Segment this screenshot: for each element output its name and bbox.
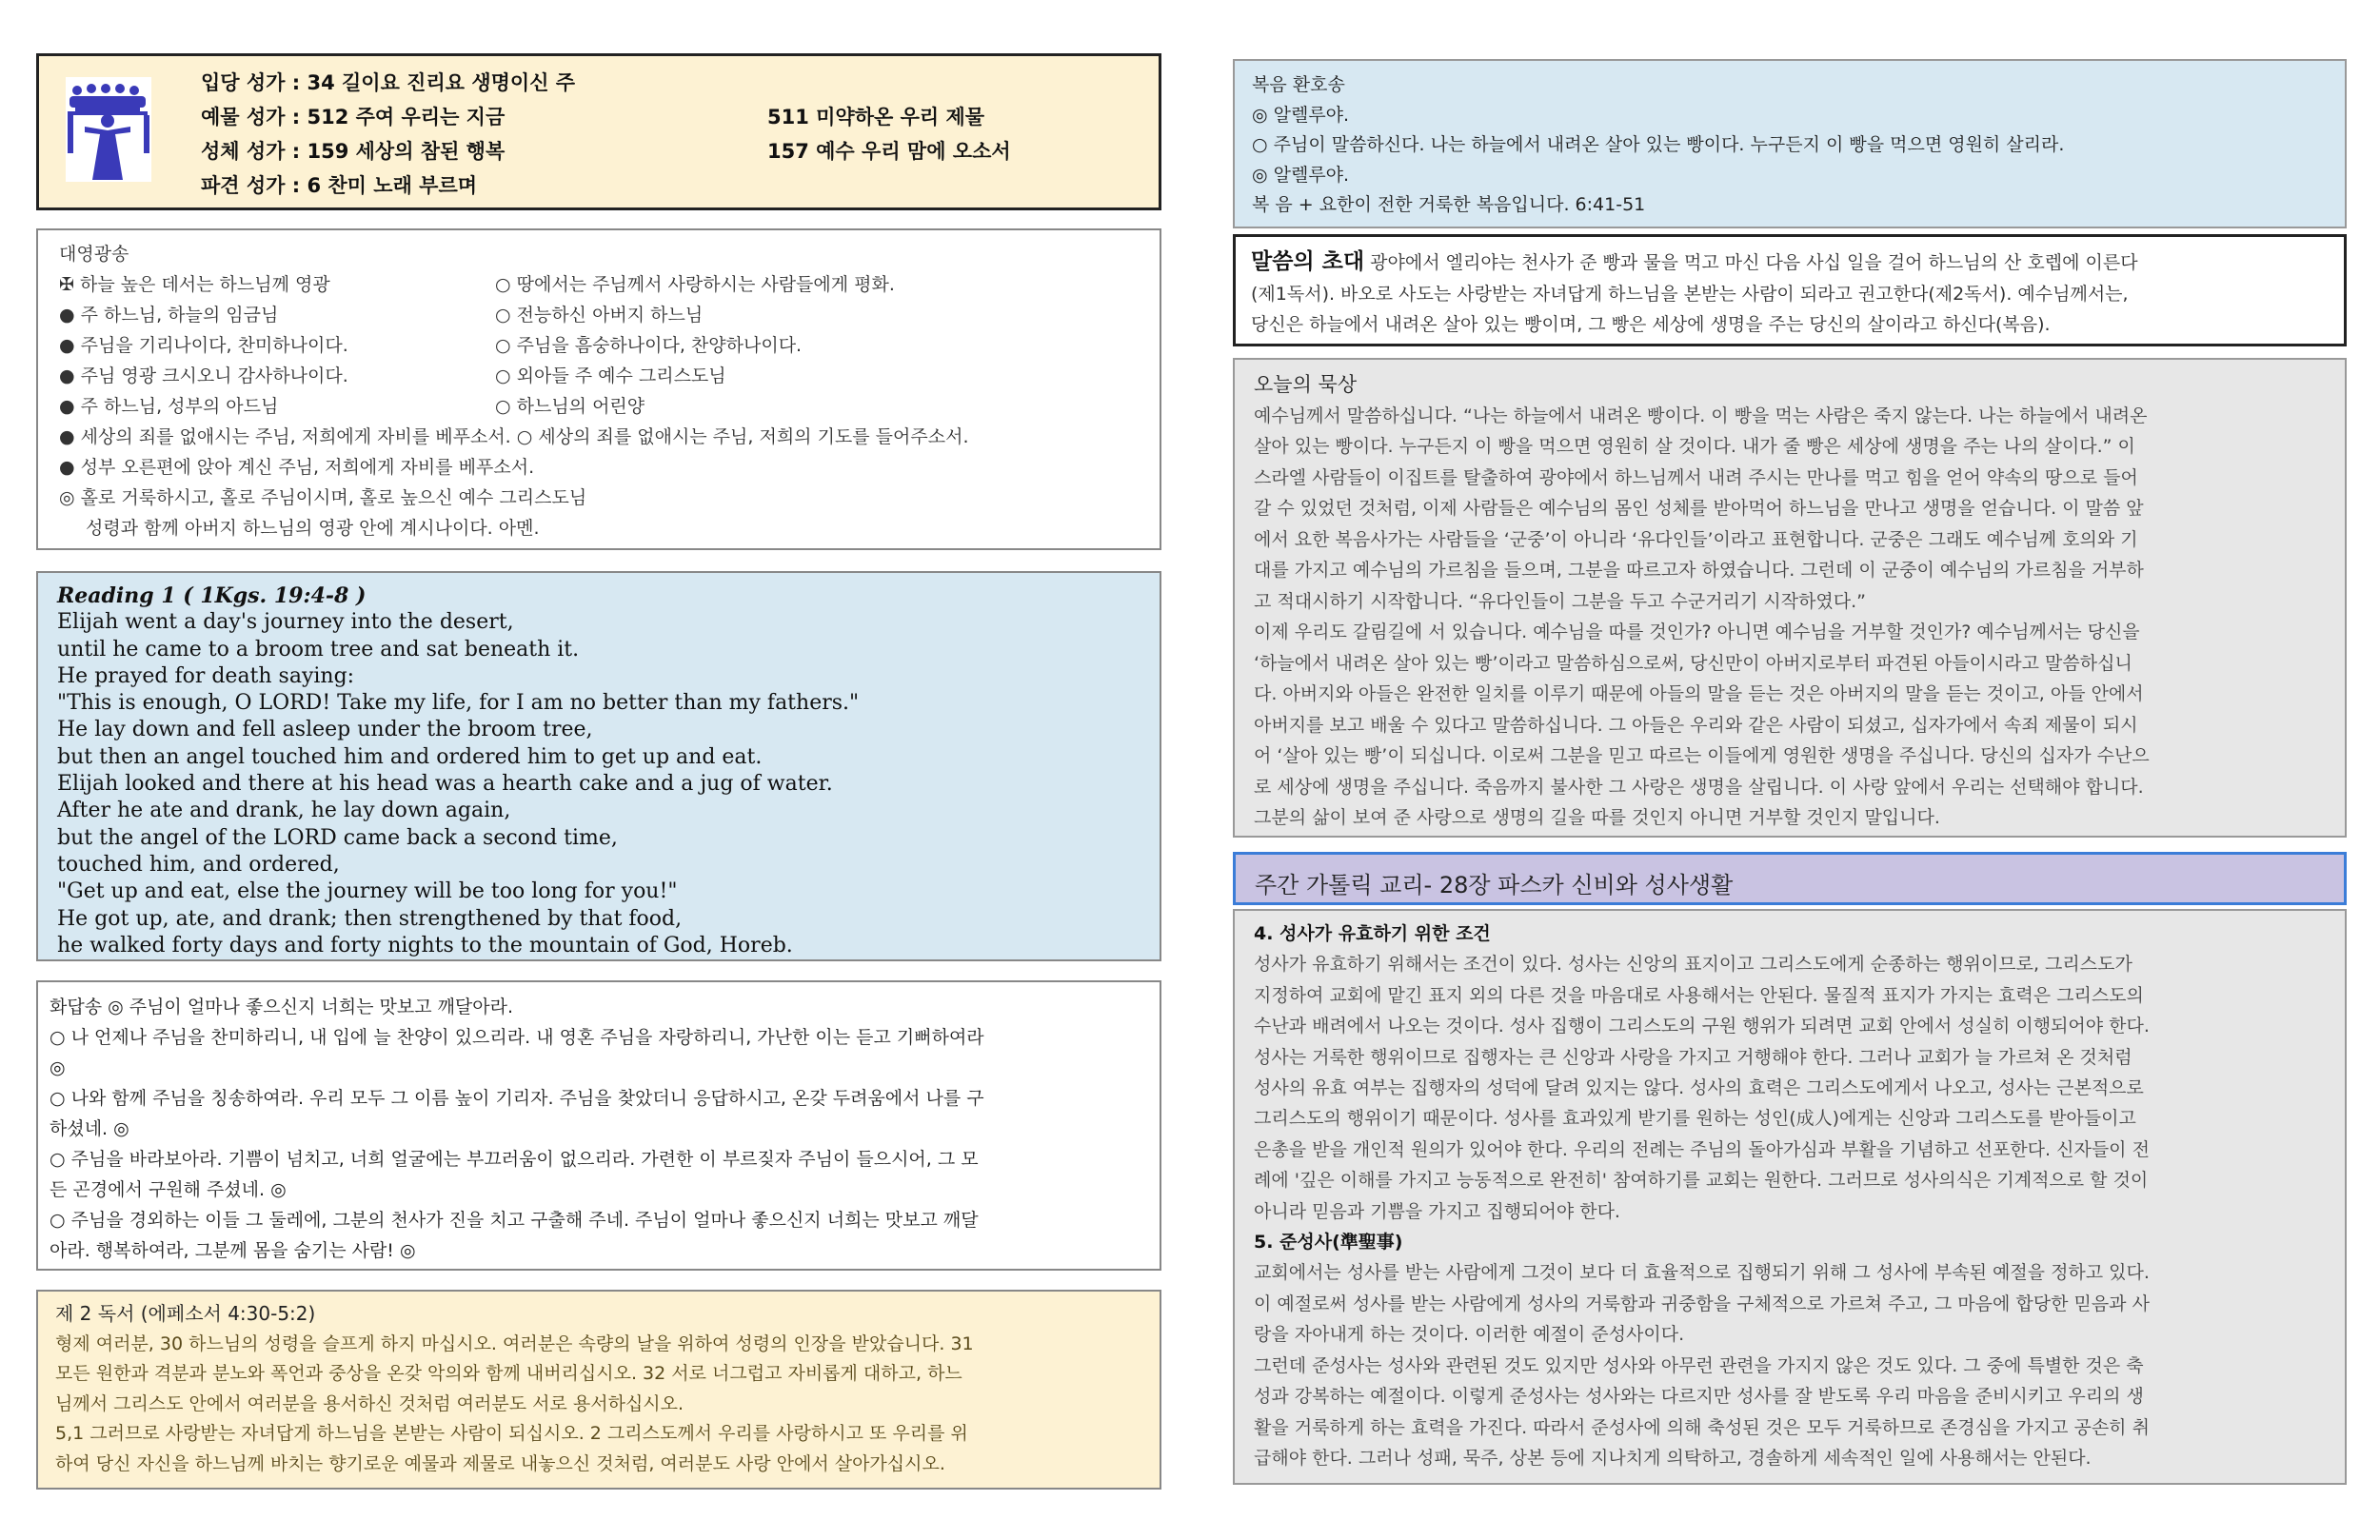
reading2-title: 제 2 독서 (에페소서 4:30-5:2) [55, 1302, 316, 1325]
gospel-line: ◎ 알렐루야. [1252, 164, 1350, 186]
gospel-line: ○ 주님이 말씀하신다. 나는 하늘에서 내려온 살아 있는 빵이다. 누구든지 이 빵을 먹으면 영원히 살리라. [1252, 134, 2065, 155]
reading1-line: Elijah looked and there at his head was a hearth cake and a jug of water. [57, 772, 833, 797]
communion-hymn: 성체 성가 : 159 세상의 참된 행복 [201, 140, 506, 163]
catechism-line: 교회에서는 성사를 받는 사람에게 그것이 보다 더 효율적으로 집행되기 위해 그 성사에 부속된 예절을 정하고 있다. [1254, 1262, 2150, 1284]
reading1-line: "Get up and eat, else the journey will be too long for you!" [57, 879, 678, 904]
meditation-line: 살아 있는 빵이다. 누구든지 이 빵을 먹으면 영원히 살 것이다. 내가 줄 빵은 세상에 생명을 주는 나의 살이다.” 이 [1254, 436, 2135, 457]
offertory-hymn-alt: 511 미약하온 우리 제물 [767, 106, 985, 128]
gloria-line: ○ 외아들 주 예수 그리스도님 [495, 365, 726, 386]
reading1-line: He prayed for death saying: [57, 663, 355, 688]
meditation-box [1233, 358, 2347, 838]
meditation-line: 로 세상에 생명을 주십니다. 죽음까지 불사한 그 사랑은 생명을 살립니다. 이 사랑 앞에서 우리는 선택해야 합니다. [1254, 776, 2144, 798]
catechism-line: 그리스도의 행위이기 때문이다. 성사를 효과있게 받기를 원하는 성인(成人)에게는 신앙과 그리스도를 받아들이고 [1254, 1108, 2136, 1130]
psalm-line: ○ 나와 함께 주님을 칭송하여라. 우리 모두 그 이름 높이 기리자. 주님을 찾았더니 응답하시고, 온갖 두려움에서 나를 구 [50, 1088, 984, 1109]
invitation-title: 말씀의 초대 [1251, 249, 1365, 274]
hymns-box [36, 53, 1161, 210]
psalm-line: ○ 주님을 경외하는 이들 그 둘레에, 그분의 천사가 진을 치고 구출해 주네. 주님이 얼마나 좋으신지 너희는 맛보고 깨달 [50, 1210, 979, 1231]
reading1-line: touched him, and ordered, [57, 852, 340, 877]
choir-icon [66, 77, 151, 182]
catechism-line: 랑을 자아내게 하는 것이다. 이러한 예절이 준성사이다. [1254, 1324, 1685, 1346]
reading1-line: but the angel of the LORD came back a second time, [57, 825, 618, 850]
catechism-line: 은총을 받을 개인적 원의가 있어야 한다. 우리의 전례는 주님의 돌아가심과 부활을 기념하고 선포한다. 신자들이 전 [1254, 1138, 2150, 1160]
gospel-box [1233, 59, 2347, 228]
gloria-line: ○ 땅에서는 주님께서 사랑하시는 사람들에게 평화. [495, 274, 895, 295]
meditation-line: 갈 수 있었던 것처럼, 이제 사람들은 예수님의 몸인 성체를 받아먹어 하느님을 만나고 생명을 얻습니다. 이 말씀 앞 [1254, 498, 2144, 519]
psalm-box [36, 980, 1161, 1271]
catechism-line: 아니라 믿음과 기쁨을 가지고 집행되어야 한다. [1254, 1200, 1620, 1222]
reading1-line: After he ate and drank, he lay down again, [57, 799, 511, 823]
meditation-line: 아버지를 보고 배울 수 있다고 말씀하십니다. 그 아들은 우리와 같은 사람이 되셨고, 십자가에서 속죄 제물이 되시 [1254, 714, 2138, 736]
gloria-line: ● 주 하느님, 하늘의 임금님 [59, 305, 279, 326]
catechism-line: 례에 '깊은 이해를 가지고 능동적으로 완전히' 참여하기를 교회는 원한다. 그러므로 성사의식은 기계적으로 할 것이 [1254, 1170, 2149, 1192]
reading2-line: 5,1 그러므로 사랑받는 자녀답게 하느님을 본받는 사람이 되십시오. 2 그리스도께서 우리를 사랑하시고 또 우리를 위 [55, 1423, 968, 1444]
reading2-line: 님께서 그리스도 안에서 여러분을 용서하신 것처럼 여러분도 서로 용서하십시오. [55, 1392, 684, 1414]
catechism-title: 주간 가톨릭 교리- 28장 파스카 신비와 성사생활 [1233, 852, 2347, 905]
invitation-line: 당신은 하늘에서 내려온 살아 있는 빵이며, 그 빵은 세상에 생명을 주는 당신의 살이라고 하신다(복음). [1251, 314, 2051, 335]
catechism-heading: 4. 성사가 유효하기 위한 조건 [1254, 923, 1491, 944]
entrance-hymn: 입당 성가 : 34 길이요 진리요 생명이신 주 [201, 71, 576, 94]
reading1-line: he walked forty days and forty nights to the mountain of God, Horeb. [57, 933, 793, 958]
catechism-line: 지정하여 교회에 맡긴 표지 외의 다른 것을 마음대로 사용해서는 안된다. 물질적 표지가 가지는 효력은 그리스도의 [1254, 984, 2144, 1006]
gloria-line: ◎ 홀로 거룩하시고, 홀로 주님이시며, 홀로 높으신 예수 그리스도님 [59, 487, 587, 508]
psalm-line: ○ 나 언제나 주님을 찬미하리니, 내 입에 늘 찬양이 있으리라. 내 영혼 주님을 자랑하리니, 가난한 이는 듣고 기뻐하여라 [50, 1027, 984, 1048]
gloria-line: ● 주님을 기리나이다, 찬미하나이다. [59, 335, 348, 356]
gospel-line: 복음 환호송 [1252, 74, 1345, 95]
psalm-line: ○ 주님을 바라보아라. 기쁨이 넘치고, 너희 얼굴에는 부끄러움이 없으리라. 가련한 이 부르짖자 주님이 들으시어, 그 모 [50, 1149, 979, 1170]
invitation-line: 광야에서 엘리야는 천사가 준 빵과 물을 먹고 마신 다음 사십 일을 걸어 하느님의 산 호렙에 이른다 [1364, 252, 2138, 273]
meditation-line: 예수님께서 말씀하십니다. “나는 하늘에서 내려온 빵이다. 이 빵을 먹는 사람은 죽지 않는다. 나는 하늘에서 내려온 [1254, 405, 2148, 426]
meditation-line: 대를 가지고 예수님의 가르침을 들으며, 그분을 따르고자 하였습니다. 그런데 이 군중이 예수님의 가르침을 거부하 [1254, 560, 2144, 581]
reading2-box [36, 1290, 1161, 1490]
gloria-line: ○ 하느님의 어린양 [495, 396, 645, 417]
reading1-line: Elijah went a day's journey into the desert, [57, 610, 514, 635]
reading2-line: 하여 당신 자신을 하느님께 바치는 향기로운 예물과 제물로 내놓으신 것처럼, 여러분도 사랑 안에서 살아가십시오. [55, 1452, 945, 1474]
meditation-line: ‘하늘에서 내려온 살아 있는 빵’이라고 말씀하심으로써, 당신만이 아버지로부터 파견된 아들이시라고 말씀하십니 [1254, 652, 2132, 674]
gloria-title: 대영광송 [59, 244, 129, 265]
meditation-line: 스라엘 사람들이 이집트를 탈출하여 광야에서 하느님께서 내려 주시는 만나를 먹고 힘을 얻어 약속의 땅으로 들어 [1254, 466, 2138, 488]
reading2-line: 모든 원한과 격분과 분노와 폭언과 중상을 온갖 악의와 함께 내버리십시오. 32 서로 너그럽고 자비롭게 대하고, 하느 [55, 1363, 962, 1384]
catechism-line: 이 예절로써 성사를 받는 사람에게 성사의 거룩함과 귀중함을 구체적으로 가르쳐 주고, 그 마음에 합당한 믿음과 사 [1254, 1293, 2150, 1314]
invitation-line: (제1독서). 바오로 사도는 사랑받는 자녀답게 하느님을 본받는 사람이 되라고 권고한다(제2독서). 예수님께서는, [1251, 283, 2129, 305]
offertory-hymn: 예물 성가 : 512 주여 우리는 지금 [201, 106, 506, 128]
psalm-line: 화답송 ◎ 주님이 얼마나 좋으신지 너희는 맛보고 깨달아라. [50, 997, 514, 1017]
catechism-line: 그런데 준성사는 성사와 관련된 것도 있지만 성사와 아무런 관련을 가지지 않은 것도 있다. 그 중에 특별한 것은 축 [1254, 1354, 2144, 1376]
reading1-line: He got up, ate, and drank; then strengthened by that food, [57, 906, 683, 931]
catechism-line: 급해야 한다. 그러나 성패, 묵주, 상본 등에 지나치게 의탁하고, 경솔하게 세속적인 일에 사용해서는 안된다. [1254, 1447, 2092, 1469]
gloria-line: ● 성부 오른편에 앉아 계신 주님, 저희에게 자비를 베푸소서. [59, 457, 535, 478]
reading1-line: "This is enough, O LORD! Take my life, for I am no better than my fathers." [57, 691, 860, 716]
psalm-line: ◎ [50, 1057, 66, 1078]
catechism-line: 성사의 유효 여부는 집행자의 성덕에 달려 있지는 않다. 성사의 효력은 그리스도에게서 나오고, 성사는 근본적으로 [1254, 1077, 2144, 1099]
reading1-line: until he came to a broom tree and sat beneath it. [57, 637, 580, 661]
reading1-box [36, 571, 1161, 961]
gloria-line: ● 주 하느님, 성부의 아드님 [59, 396, 279, 417]
reading1-line: He lay down and fell asleep under the broom tree, [57, 718, 593, 742]
meditation-line: 다. 아버지와 아들은 완전한 일치를 이루기 때문에 아들의 말을 듣는 것은 아버지의 말을 듣는 것이고, 아들 안에서 [1254, 683, 2144, 704]
gospel-line: ◎ 알렐루야. [1252, 104, 1350, 126]
gospel-line: 복 음 + 요한이 전한 거룩한 복음입니다. 6:41-51 [1252, 194, 1646, 215]
catechism-line: 성사는 거룩한 행위이므로 집행자는 큰 신앙과 사랑을 가지고 거행해야 한다. 그러나 교회가 늘 가르쳐 온 것처럼 [1254, 1046, 2132, 1068]
gloria-line: ○ 주님을 흠숭하나이다, 찬양하나이다. [495, 335, 803, 356]
reading1-title: Reading 1 ( 1Kgs. 19:4-8 ) [57, 583, 367, 608]
gloria-line: ✠ 하늘 높은 데서는 하느님께 영광 [59, 274, 330, 295]
meditation-line: 고 적대시하기 시작합니다. “유다인들이 그분을 두고 수군거리기 시작하였다.” [1254, 590, 1867, 612]
gloria-line: ● 주님 영광 크시오니 감사하나이다. [59, 365, 348, 386]
meditation-title: 오늘의 묵상 [1254, 373, 1358, 396]
reading2-line: 형제 여러분, 30 하느님의 성령을 슬프게 하지 마십시오. 여러분은 속량의 날을 위하여 성령의 인장을 받았습니다. 31 [55, 1333, 974, 1354]
gloria-box [36, 228, 1161, 550]
gloria-line: 성령과 함께 아버지 하느님의 영광 안에 계시나이다. 아멘. [86, 518, 540, 539]
gloria-line: ○ 전능하신 아버지 하느님 [495, 305, 704, 326]
meditation-line: 에서 요한 복음사가는 사람들을 ‘군중’이 아니라 ‘유다인들’이라고 표현합니다. 군중은 그래도 예수님께 호의와 기 [1254, 528, 2138, 550]
meditation-line: 어 ‘살아 있는 빵’이 되십니다. 이로써 그분을 믿고 따르는 이들에게 영원한 생명을 주십니다. 당신의 십자가 수난으 [1254, 745, 2150, 766]
catechism-line: 성과 강복하는 예절이다. 이렇게 준성사는 성사와는 다르지만 성사를 잘 받도록 우리 마음을 준비시키고 우리의 생 [1254, 1386, 2144, 1408]
meditation-line: 이제 우리도 갈림길에 서 있습니다. 예수님을 따를 것인가? 아니면 예수님을 거부할 것인가? 예수님께서는 당신을 [1254, 622, 2140, 642]
psalm-line: 하셨네. ◎ [50, 1118, 129, 1139]
catechism-heading: 5. 준성사(準聖事) [1254, 1232, 1403, 1254]
dismissal-hymn: 파견 성가 : 6 찬미 노래 부르며 [201, 174, 478, 197]
invitation-box [1233, 234, 2347, 346]
reading1-line: but then an angel touched him and ordered him to get up and eat. [57, 744, 763, 769]
communion-hymn-alt: 157 예수 우리 맘에 오소서 [767, 140, 1011, 163]
meditation-line: 그분의 삶이 보여 준 사랑으로 생명의 길을 따를 것인지 아니면 거부할 것인지 말입니다. [1254, 807, 1940, 828]
psalm-line: 아라. 행복하여라, 그분께 몸을 숨기는 사람! ◎ [50, 1240, 416, 1261]
catechism-box [1233, 909, 2347, 1485]
psalm-line: 든 곤경에서 구원해 주셨네. ◎ [50, 1179, 287, 1200]
catechism-line: 성사가 유효하기 위해서는 조건이 있다. 성사는 신앙의 표지이고 그리스도에게 순종하는 행위이므로, 그리스도가 [1254, 954, 2132, 976]
catechism-line: 수난과 배려에서 나오는 것이다. 성사 집행이 그리스도의 구원 행위가 되려면 교회 안에서 성실히 이행되어야 한다. [1254, 1016, 2150, 1037]
catechism-line: 활을 거룩하게 하는 효력을 가진다. 따라서 준성사에 의해 축성된 것은 모두 거룩하므로 존경심을 가지고 공손히 취 [1254, 1416, 2150, 1438]
gloria-line: ● 세상의 죄를 없애시는 주님, 저희에게 자비를 베푸소서. ○ 세상의 죄를 없애시는 주님, 저희의 기도를 들어주소서. [59, 426, 969, 447]
